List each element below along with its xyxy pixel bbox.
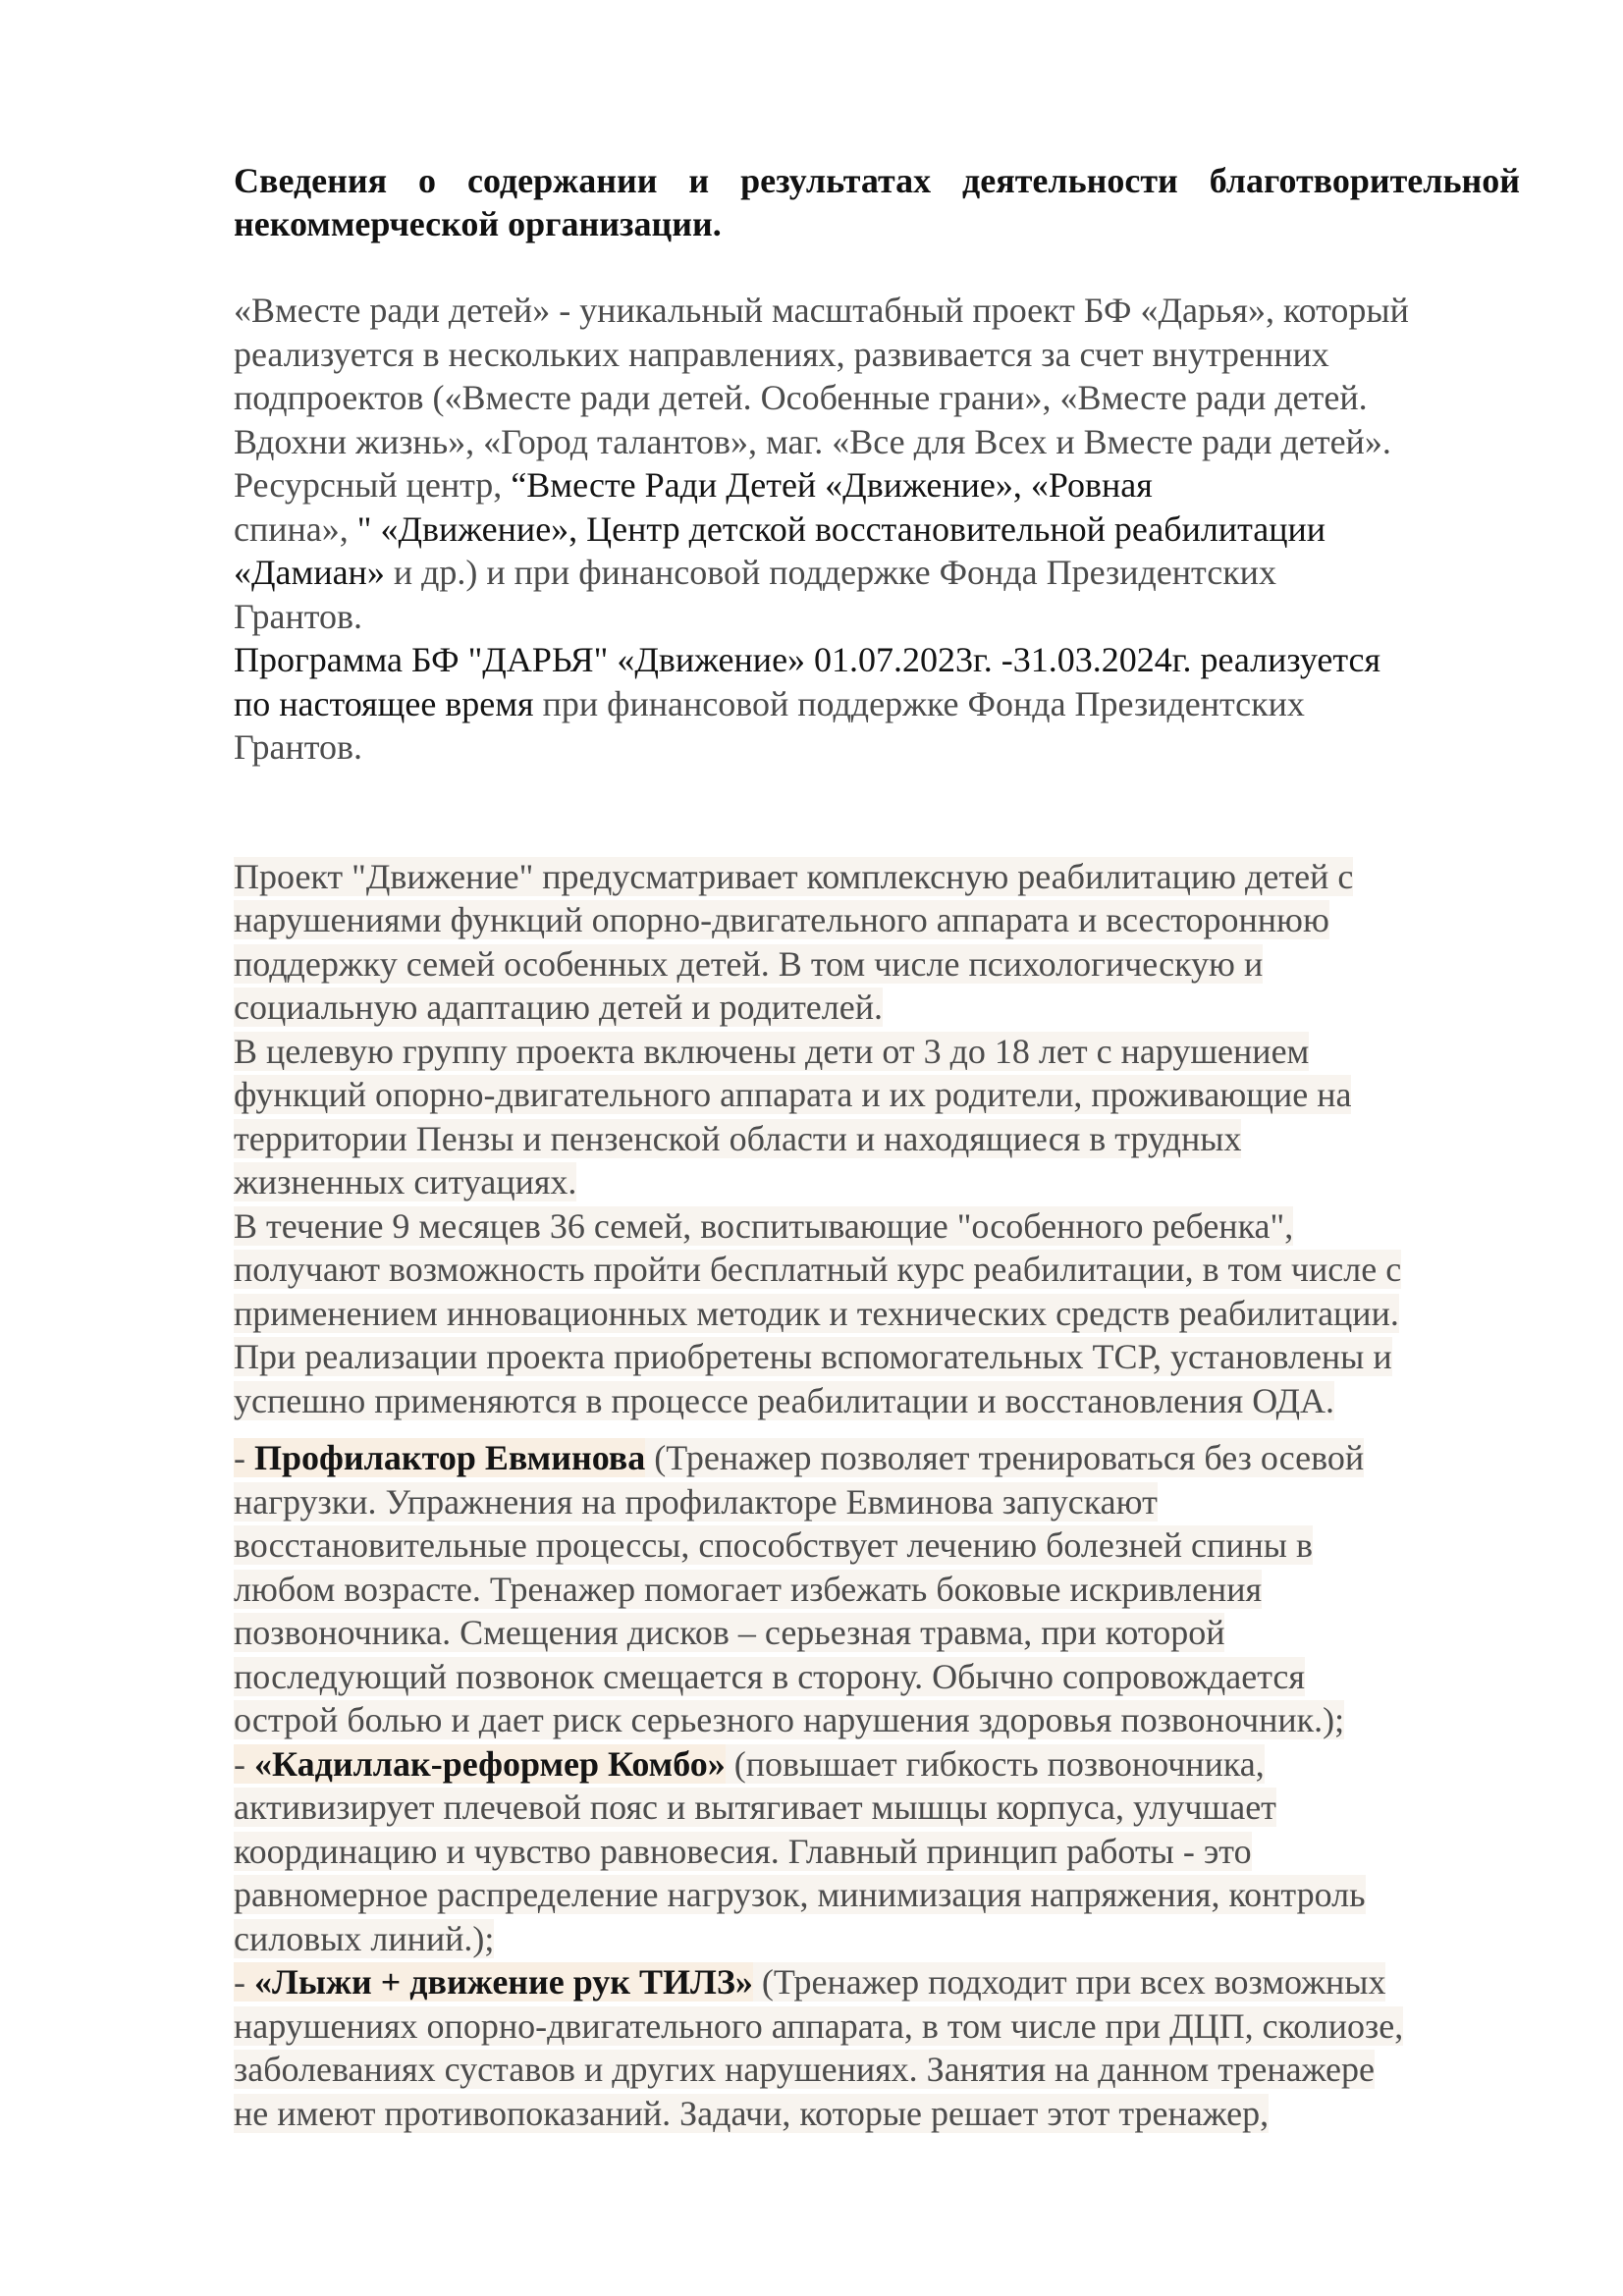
program-line: Грантов. (234, 727, 363, 767)
project-line (234, 986, 1520, 1030)
list-item-lead (234, 1962, 753, 2002)
list-item-line (234, 1523, 1520, 1568)
project-line (234, 1248, 1520, 1292)
list-item-text: координацию и чувство равновесия. Главный принцип работы - это (234, 1831, 1252, 1871)
list-item-text: силовых линий.); (234, 1918, 495, 1958)
list-item-text: нарушениях опорно-двигательного аппарата, в том числе при ДЦП, сколиозе, (234, 2005, 1404, 2046)
equipment-name: Профилактор Евминова (254, 1438, 646, 1477)
project-text: При реализации проекта приобретены вспомогательных ТСР, установлены и (234, 1337, 1392, 1376)
list-dash: - (234, 1438, 254, 1477)
equipment-list (234, 1436, 1520, 2135)
project-line (234, 1117, 1520, 1161)
project-line (234, 1335, 1520, 1379)
project-line (234, 1030, 1520, 1074)
project-text: получают возможность пройти бесплатный курс реабилитации, в том числе с (234, 1250, 1402, 1289)
list-item (234, 1960, 1520, 2004)
intro-text: “Вместе Ради Детей «Движение», «Ровная (511, 465, 1153, 505)
list-item-text: острой болью и дает риск серьезного нарушения здоровья позвоночник.); (234, 1700, 1345, 1739)
intro-text: " «Движение», Центр детской восстановительной реабилитации (356, 508, 1326, 549)
equipment-name: «Лыжи + движение рук ТИЛЗ» (254, 1962, 753, 2002)
program-line (234, 682, 1520, 726)
list-item-text: (Тренажер позволяет тренироваться без осевой (645, 1438, 1365, 1477)
project-line (234, 1073, 1520, 1117)
intro-paragraph (234, 289, 1520, 638)
list-item-text: нагрузки. Упражнения на профилакторе Евминова запускают (234, 1481, 1158, 1522)
list-item (234, 1436, 1520, 1480)
list-item-text: позвоночника. Смещения дисков – серьезная травма, при которой (234, 1613, 1225, 1652)
project-text: В течение 9 месяцев 36 семей, воспитывающие "особенного ребенка", (234, 1205, 1294, 1246)
intro-line: Грантов. (234, 596, 363, 636)
intro-text: «Дамиан» (234, 553, 385, 592)
intro-text: Ресурсный центр, (234, 465, 512, 505)
program-text: при финансовой поддержке Фонда Президентских (533, 683, 1305, 723)
program-paragraph (234, 638, 1520, 770)
program-line: Программа БФ "ДАРЬЯ" «Движение» 01.07.2023г. -31.03.2024г. реализуется (234, 640, 1381, 679)
project-text: территории Пензы и пензенской области и находящиеся в трудных (234, 1118, 1242, 1158)
list-item-text: не имеют противопоказаний. Задачи, которые решает этот тренажер, (234, 2093, 1270, 2133)
intro-line: реализуется в нескольких направлениях, развивается за счет внутренних (234, 334, 1329, 374)
list-item-text: равномерное распределение нагрузок, минимизация напряжения, контроль (234, 1875, 1366, 1914)
intro-line (234, 551, 1520, 595)
list-item (234, 1742, 1520, 1787)
document-title: Сведения о содержании и результатах деятельности благотворительной некоммерческой организации. (234, 161, 1520, 243)
project-text: поддержку семей особенных детей. В том числе психологическую и (234, 943, 1264, 984)
list-item-text: любом возрасте. Тренажер помогает избежать боковые искривления (234, 1569, 1263, 1609)
project-text: В целевую группу проекта включены дети от 3 до 18 лет с нарушением (234, 1031, 1310, 1071)
project-text: нарушениями функций опорно-двигательного аппарата и всестороннюю (234, 900, 1329, 939)
program-text: по настоящее время (234, 683, 534, 723)
list-item-line (234, 1655, 1520, 1699)
list-dash: - (234, 1962, 254, 2002)
list-item-line (234, 1480, 1520, 1524)
list-item-line (234, 1568, 1520, 1612)
list-item-line (234, 1830, 1520, 1874)
list-item-text: (Тренажер подходит при всех возможных (752, 1962, 1386, 2002)
equipment-name: «Кадиллак-реформер Комбо» (254, 1743, 726, 1784)
intro-text: спина», (234, 508, 357, 549)
document-page (234, 159, 1520, 2135)
list-item-line (234, 1611, 1520, 1655)
project-text: функций опорно-двигательного аппарата и их родители, проживающие на (234, 1075, 1352, 1114)
project-text: успешно применяются в процессе реабилитации и восстановления ОДА. (234, 1380, 1334, 1420)
list-item-line (234, 1786, 1520, 1830)
intro-line (234, 507, 1520, 552)
project-text: Проект "Движение" предусматривает комплексную реабилитацию детей с (234, 856, 1354, 896)
project-line (234, 1160, 1520, 1204)
list-item-lead (234, 1744, 726, 1784)
list-item-line (234, 2004, 1520, 2049)
list-item-text: активизирует плечевой пояс и вытягивает мышцы корпуса, улучшает (234, 1788, 1276, 1827)
list-item-line (234, 1917, 1520, 1961)
list-item-lead (234, 1438, 645, 1477)
project-text: жизненных ситуациях. (234, 1162, 577, 1201)
project-line (234, 855, 1520, 899)
project-text: применением инновационных методик и технических средств реабилитации. (234, 1293, 1399, 1333)
project-line (234, 898, 1520, 942)
list-item-line (234, 2048, 1520, 2092)
project-text: социальную адаптацию детей и родителей. (234, 988, 883, 1027)
project-line (234, 1292, 1520, 1336)
list-item-text: (повышает гибкость позвоночника, (725, 1743, 1265, 1784)
intro-line: Вдохни жизнь», «Город талантов», маг. «Все для Всех и Вместе ради детей». (234, 421, 1391, 461)
project-line (234, 1379, 1520, 1423)
intro-text: и др.) и при финансовой поддержке Фонда Президентских (384, 553, 1276, 592)
intro-line (234, 463, 1520, 507)
list-item-text: восстановительные процессы, способствует лечению болезней спины в (234, 1525, 1313, 1565)
list-dash: - (234, 1743, 254, 1784)
list-item-line (234, 1873, 1520, 1917)
list-item-line (234, 2092, 1520, 2136)
project-line (234, 942, 1520, 987)
list-item-line (234, 1698, 1520, 1742)
intro-line: «Вместе ради детей» - уникальный масштабный проект БФ «Дарья», который (234, 291, 1409, 330)
list-item-text: заболеваниях суставов и других нарушениях. Занятия на данном тренажере (234, 2050, 1375, 2089)
project-paragraph (234, 855, 1520, 1423)
list-item-text: последующий позвонок смещается в сторону. Обычно сопровождается (234, 1656, 1305, 1696)
project-line (234, 1204, 1520, 1249)
intro-line: подпроектов («Вместе ради детей. Особенные грани», «Вместе ради детей. (234, 378, 1368, 417)
